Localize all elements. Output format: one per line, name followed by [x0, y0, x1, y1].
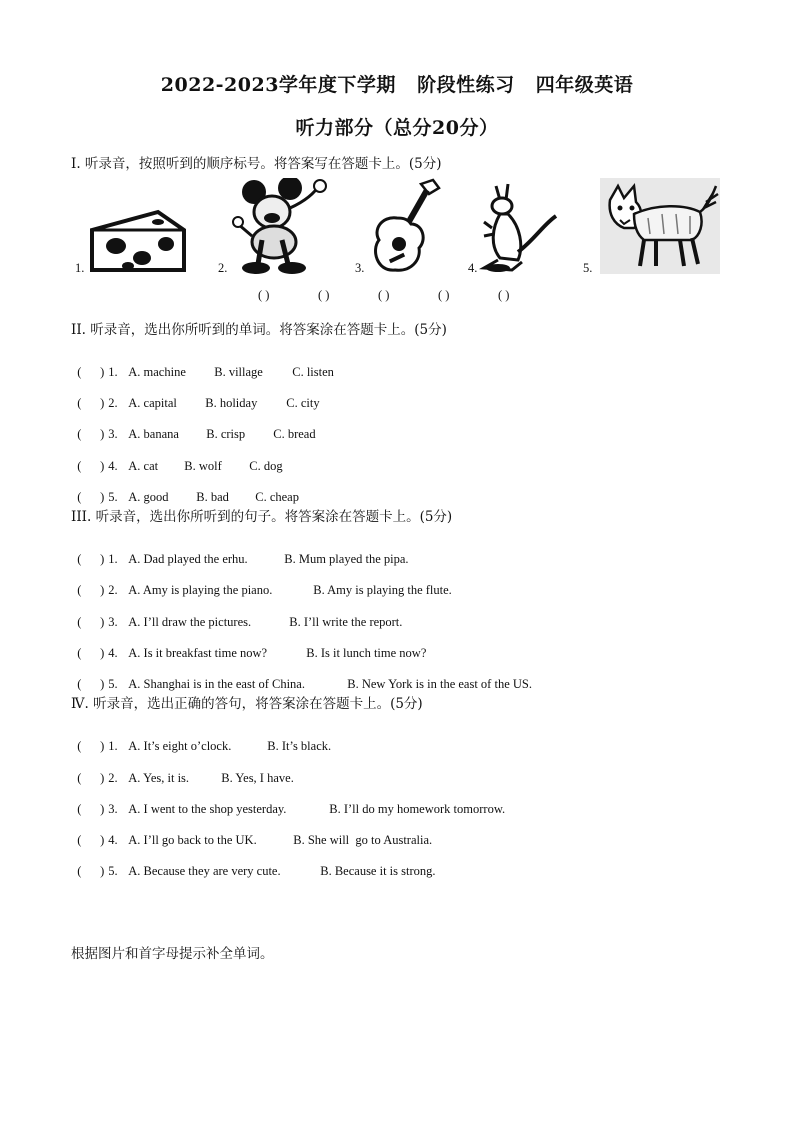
guitar-icon	[367, 178, 447, 276]
option-a: A. I went to the shop yesterday.	[128, 802, 287, 816]
question-row	[71, 568, 452, 598]
option-a: A. Yes, it is.	[128, 771, 190, 785]
option-a: A. Shanghai is in the east of China.	[128, 677, 305, 691]
option-b: B. Amy is playing the flute.	[313, 583, 452, 597]
question-row	[71, 756, 294, 786]
answer-blank[interactable]: ( )	[77, 771, 105, 785]
question-number: 3.	[108, 427, 118, 441]
question-row	[71, 444, 283, 474]
picture-answer-blanks	[258, 288, 558, 303]
section-4-heading: Ⅳ. 听录音，选出正确的答句，将答案涂在答题卡上。(5分)	[71, 696, 423, 712]
option-a: A. Amy is playing the piano.	[128, 583, 273, 597]
option-b: B. Is it lunch time now?	[306, 646, 427, 660]
picture-blank-4[interactable]: ( )	[438, 288, 450, 302]
wolf-icon	[600, 178, 720, 274]
answer-blank[interactable]: ( )	[77, 615, 105, 629]
page-title	[0, 70, 794, 97]
question-number: 1.	[108, 739, 118, 753]
kangaroo-icon	[478, 180, 562, 276]
answer-blank[interactable]: ( )	[77, 459, 105, 473]
option-b: B. village	[214, 365, 263, 379]
answer-blank[interactable]: ( )	[77, 864, 105, 878]
question-row	[71, 381, 320, 411]
answer-blank[interactable]: ( )	[77, 396, 105, 410]
question-number: 2.	[108, 396, 118, 410]
option-b: B. Yes, I have.	[221, 771, 294, 785]
question-number: 1.	[108, 365, 118, 379]
question-row	[71, 600, 402, 630]
option-c: C. cheap	[255, 490, 299, 504]
question-row	[71, 724, 331, 754]
question-number: 5.	[108, 490, 118, 504]
option-a: A. Dad played the erhu.	[128, 552, 248, 566]
option-a: A. capital	[128, 396, 177, 410]
title-year: 2022-2023学年度下学期	[160, 74, 396, 96]
option-a: A. good	[128, 490, 169, 504]
answer-blank[interactable]: ( )	[77, 583, 105, 597]
option-a: A. cat	[128, 459, 159, 473]
question-number: 3.	[108, 615, 118, 629]
question-number: 4.	[108, 459, 118, 473]
option-b: B. She will go to Australia.	[293, 833, 433, 847]
picture-label-2: 2.	[218, 261, 228, 275]
option-b: B. wolf	[184, 459, 222, 473]
question-number: 4.	[108, 833, 118, 847]
question-row	[71, 818, 432, 848]
option-b: B. holiday	[205, 396, 258, 410]
section-3-heading: III. 听录音，选出你所听到的句子。将答案涂在答题卡上。(5分)	[71, 509, 453, 525]
answer-blank[interactable]: ( )	[77, 490, 105, 504]
option-a: A. banana	[128, 427, 179, 441]
section-5-heading: 根据图片和首字母提示补全单词。	[71, 946, 274, 962]
answer-blank[interactable]: ( )	[77, 552, 105, 566]
question-row	[71, 475, 299, 505]
option-b: B. crisp	[206, 427, 246, 441]
question-number: 3.	[108, 802, 118, 816]
answer-blank[interactable]: ( )	[77, 677, 105, 691]
answer-blank[interactable]: ( )	[77, 739, 105, 753]
answer-blank[interactable]: ( )	[77, 365, 105, 379]
picture-label-5: 5.	[583, 261, 593, 275]
picture-blank-5[interactable]: ( )	[498, 288, 510, 302]
question-row	[71, 350, 334, 380]
option-a: A. I’ll draw the pictures.	[128, 615, 252, 629]
option-b: B. Mum played the pipa.	[284, 552, 409, 566]
answer-blank[interactable]: ( )	[77, 646, 105, 660]
answer-blank[interactable]: ( )	[77, 427, 105, 441]
option-b: B. I’ll do my homework tomorrow.	[329, 802, 506, 816]
question-row	[71, 849, 436, 879]
title-subject: 四年级英语	[535, 74, 634, 96]
option-a: A. Because they are very cute.	[128, 864, 281, 878]
title-exam-type: 阶段性练习	[417, 74, 515, 96]
question-row	[71, 662, 532, 692]
picture-label-3: 3.	[355, 261, 365, 275]
option-a: A. It’s eight o’clock.	[128, 739, 232, 753]
option-a: A. Is it breakfast time now?	[128, 646, 268, 660]
question-row	[71, 412, 316, 442]
question-number: 4.	[108, 646, 118, 660]
picture-blank-1[interactable]: ( )	[258, 288, 270, 302]
option-b: B. bad	[196, 490, 229, 504]
picture-label-4: 4.	[468, 261, 478, 275]
option-b: B. It’s black.	[267, 739, 332, 753]
section-1-heading: Ⅰ. 听录音，按照听到的顺序标号。将答案写在答题卡上。(5分)	[71, 156, 442, 172]
picture-blank-2[interactable]: ( )	[318, 288, 330, 302]
option-c: C. dog	[249, 459, 283, 473]
page-subtitle: 听力部分（总分20分）	[295, 117, 499, 139]
option-a: A. machine	[128, 365, 186, 379]
option-b: B. New York is in the east of the US.	[347, 677, 532, 691]
picture-row	[0, 176, 794, 286]
question-number: 5.	[108, 677, 118, 691]
answer-blank[interactable]: ( )	[77, 802, 105, 816]
option-c: C. bread	[273, 427, 316, 441]
question-number: 2.	[108, 583, 118, 597]
answer-blank[interactable]: ( )	[77, 833, 105, 847]
cheese-icon	[88, 206, 188, 276]
question-row	[71, 631, 426, 661]
question-number: 2.	[108, 771, 118, 785]
option-b: B. I’ll write the report.	[289, 615, 403, 629]
mickey-mouse-icon	[232, 178, 328, 276]
picture-blank-3[interactable]: ( )	[378, 288, 390, 302]
option-b: B. Because it is strong.	[320, 864, 436, 878]
section-2-heading: II. 听录音，选出你所听到的单词。将答案涂在答题卡上。(5分)	[71, 322, 447, 338]
question-number: 1.	[108, 552, 118, 566]
option-c: C. listen	[292, 365, 334, 379]
question-row	[71, 787, 505, 817]
question-number: 5.	[108, 864, 118, 878]
option-c: C. city	[286, 396, 320, 410]
question-row	[71, 537, 409, 567]
option-a: A. I’ll go back to the UK.	[128, 833, 257, 847]
picture-label-1: 1.	[75, 261, 85, 275]
